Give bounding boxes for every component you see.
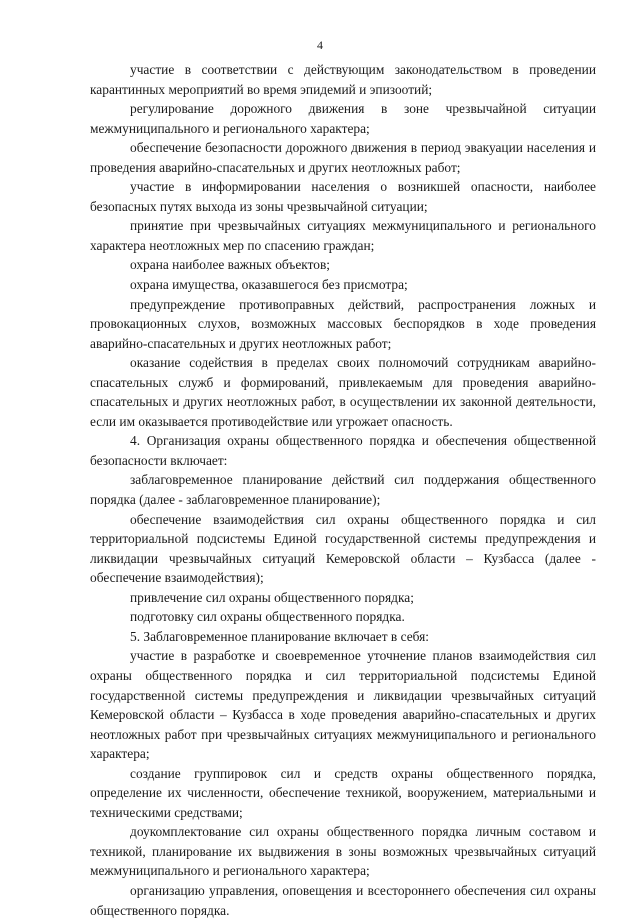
- paragraph: участие в разработке и своевременное уточнение планов взаимодействия сил охраны общественного порядка и сил территориальной подсистемы Единой государственной системы предупреждения и ликвидации чрезвычайных ситуаций Кемеровской области – Кузбасса в ходе проведения аварийно-спасательных и других неотложных работ при чрезвычайных ситуациях межмуниципального и регионального характера;: [90, 648, 596, 762]
- paragraph: охрана наиболее важных объектов;: [130, 257, 331, 273]
- paragraph: организацию управления, оповещения и всестороннего обеспечения сил охраны общественного порядка.: [90, 882, 596, 918]
- paragraph: предупреждение противоправных действий, распространения ложных и провокационных слухов, возможных массовых беспорядков в ходе проведения аварийно-спасательных и других неотложных работ;: [90, 296, 596, 351]
- paragraph: принятие при чрезвычайных ситуациях межмуниципального и регионального характера неотложных мер по спасению граждан;: [90, 218, 596, 253]
- paragraph: привлечение сил охраны общественного порядка;: [130, 589, 414, 605]
- paragraph: оказание содействия в пределах своих полномочий сотрудникам аварийно-спасательных служб и формирований, привлекаемым для проведения аварийно-спасательных и других неотложных работ, в осуществлении их законной деятельности, если им оказывается противодействие или угрожает опасность.: [90, 355, 596, 429]
- paragraph: обеспечение взаимодействия сил охраны общественного порядка и сил территориальной подсистемы Единой государственной системы предупреждения и ликвидации чрезвычайных ситуаций Кемеровской области – Кузбасса (далее - обеспечение взаимодействия);: [90, 511, 596, 586]
- paragraph: подготовку сил охраны общественного порядка.: [130, 609, 405, 625]
- paragraph: регулирование дорожного движения в зоне чрезвычайной ситуации межмуниципального и регионального характера;: [90, 101, 596, 136]
- section-5-heading: 5. Заблаговременное планирование включает в себя:: [130, 628, 429, 644]
- paragraph: доукомплектование сил охраны общественного порядка личным составом и техникой, планирование их выдвижения в зоны возможных чрезвычайных ситуаций межмуниципального и регионального характера;: [90, 824, 596, 879]
- document-body: [90, 60, 596, 920]
- paragraph: обеспечение безопасности дорожного движения в период эвакуации населения и проведения аварийно-спасательных и других неотложных работ;: [90, 140, 596, 175]
- paragraph: участие в информировании населения о возникшей опасности, наиболее безопасных путях выхода из зоны чрезвычайной ситуации;: [90, 179, 596, 214]
- paragraph: охрана имущества, оказавшегося без присмотра;: [130, 277, 408, 293]
- paragraph: создание группировок сил и средств охраны общественного порядка, определение их численности, обеспечение техникой, вооружением, материальными и техническими средствами;: [90, 765, 596, 820]
- section-4-heading: 4. Организация охраны общественного порядка и обеспечения общественной безопасности включает:: [90, 433, 596, 468]
- page-number: 4: [317, 38, 323, 52]
- paragraph: заблаговременное планирование действий сил поддержания общественного порядка (далее - заблаговременное планирование);: [90, 472, 596, 508]
- paragraph: участие в соответствии с действующим законодательством в проведении карантинных мероприятий во время эпидемий и эпизоотий;: [90, 62, 596, 97]
